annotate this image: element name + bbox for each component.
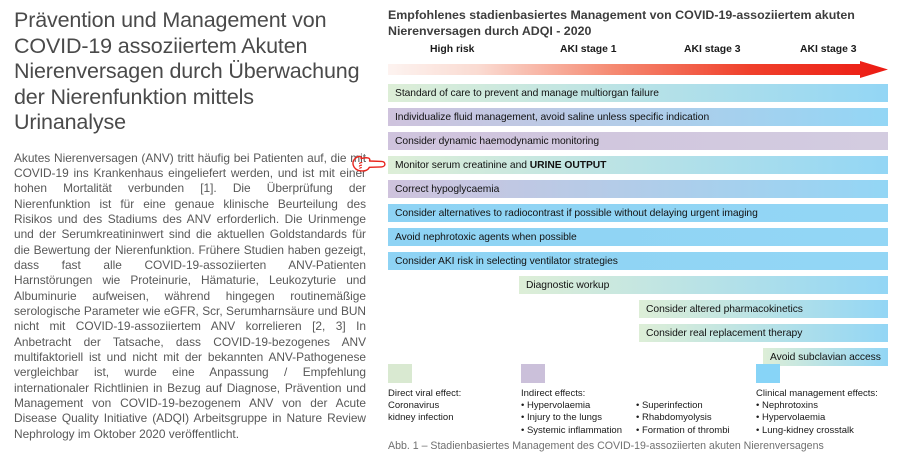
management-bar <box>388 84 888 102</box>
legend-item: • Superinfection <box>636 400 703 412</box>
legend-heading: Direct viral effect: <box>388 388 462 399</box>
management-bar-label: Consider AKI risk in selecting ventilator strategies <box>395 255 618 267</box>
legend-swatch-indirect-effects <box>521 364 545 383</box>
management-bar <box>388 180 888 198</box>
management-bar-label: Consider alternatives to radiocontrast if possible without delaying urgent imaging <box>395 207 758 219</box>
legend-column <box>756 400 854 437</box>
legend-swatch-direct-viral-effect <box>388 364 412 383</box>
management-bar <box>519 276 888 294</box>
article-column <box>14 8 366 454</box>
article-paragraph: Akutes Nierenversagen (ANV) tritt häufig bei Patienten auf, die mit COVID-19 ins Krankenhaus eingeliefert werden, und ist mit einer hohen Mortalität verbunden [1]. Die Überprüfung der Nierenfunktion ist für eine genaue klinische Beurteilung des Risikos und des Stadiums des ANV erforderlich. Die Urinmenge und der Serumkreatininwert sind die aktuellen Goldstandards für die Bewertung der Nierenfunktion. Frühere Studien haben gezeigt, dass fast alle COVID-19-assoziierten ANV-Patienten Harnstörungen wie Proteinurie, Hämaturie, Leukozyturie und Albuminurie aufweisen, während hingegen routinemäßige serologische Parameter wie eGFR, Scr, Serumharnsäure und BUN nicht mit COVID-19-assoziiertem ANV korrelieren [2, 3] In Anbetracht der Tatsache, dass COVID-19-bezogenes ANV multifaktoriell ist und nicht mit der bekannten ANV-Pathogenese vergleichbar ist, wurde eine Anpassung / Empfehlung internationaler Richtlinien in Bezug auf Diagnose, Prävention und Management von COVID-19-bezogenem ANV von der Acute Disease Quality Initiative (ADQI) Arbeitsgruppe in Nature Review Nephrology im Oktober 2020 veröffentlicht. <box>14 150 366 441</box>
stage-label-row <box>388 44 888 60</box>
article-body <box>14 151 366 443</box>
legend-group-indirect-effects <box>521 364 730 437</box>
legend-item: • Rhabdomyolysis <box>636 412 712 424</box>
management-bar-label: Individualize fluid management, avoid saline unless specific indication <box>395 111 710 123</box>
management-bar <box>388 108 888 126</box>
legend-item: kidney infection <box>388 412 454 424</box>
legend-columns <box>756 400 878 437</box>
legend-item: • Formation of thrombi <box>636 424 730 436</box>
stage-label-3: AKI stage 3 <box>684 44 741 55</box>
legend-group-direct-viral-effect <box>388 364 461 425</box>
management-bar-label: Monitor serum creatinine and URINE OUTPUT <box>395 159 607 171</box>
legend-item: • Lung-kidney crosstalk <box>756 424 854 436</box>
legend-heading: Clinical management effects: <box>756 388 878 399</box>
management-bar <box>388 252 888 270</box>
legend-heading: Indirect effects: <box>521 388 586 399</box>
page-title: Prävention und Management von COVID-19 assoziiertem Akuten Nierenversagen durch Überwachung der Nierenfunktion mittels Urinanalyse <box>14 8 360 134</box>
legend-item: • Nephrotoxins <box>756 400 818 412</box>
management-bar <box>639 324 888 342</box>
stage-label-2: AKI stage 1 <box>560 44 617 55</box>
legend-item: • Hypervolaemia <box>521 400 591 412</box>
management-bar <box>388 204 888 222</box>
legend-column <box>388 400 453 424</box>
pointing-hand-icon <box>352 152 386 174</box>
management-bar-label: Avoid subclavian access <box>770 351 881 363</box>
legend-column <box>636 400 730 437</box>
legend-group-clinical-management-effects <box>756 364 878 437</box>
management-bar-label: Avoid nephrotoxic agents when possible <box>395 231 577 243</box>
management-bar <box>639 300 888 318</box>
management-bar <box>388 228 888 246</box>
stage-label-4: AKI stage 3 <box>800 44 857 55</box>
legend-item: • Systemic inflammation <box>521 424 622 436</box>
figure-legend <box>388 364 888 436</box>
legend-item: • Hypervolaemia <box>756 412 826 424</box>
legend-item: • Injury to the lungs <box>521 412 602 424</box>
management-bar <box>388 132 888 150</box>
legend-column <box>521 400 622 437</box>
legend-item: Coronavirus <box>388 400 440 412</box>
figure-title: Empfohlenes stadienbasiertes Management von COVID-19-assoziiertem akuten Nierenversagen durch ADQI - 2020 <box>388 8 855 38</box>
legend-swatch-clinical-management-effects <box>756 364 780 383</box>
management-bars <box>388 84 888 363</box>
figure-caption: Abb. 1 – Stadienbasiertes Management des COVID-19-assoziierten akuten Nierenversagens <box>388 440 824 452</box>
legend-columns <box>388 400 461 424</box>
management-bar-label: Diagnostic workup <box>526 279 610 291</box>
severity-gradient-arrow <box>388 61 888 79</box>
management-bar-label: Standard of care to prevent and manage multiorgan failure <box>395 87 659 99</box>
management-bar-label: Correct hypoglycaemia <box>395 183 500 195</box>
management-bar-label: Consider dynamic haemodynamic monitoring <box>395 135 600 147</box>
management-bar-label: Consider altered pharmacokinetics <box>646 303 803 315</box>
legend-columns <box>521 400 730 437</box>
figure-panel <box>388 8 888 456</box>
management-bar-label: Consider real replacement therapy <box>646 327 803 339</box>
management-bar <box>388 156 888 174</box>
stage-label-1: High risk <box>430 44 475 55</box>
